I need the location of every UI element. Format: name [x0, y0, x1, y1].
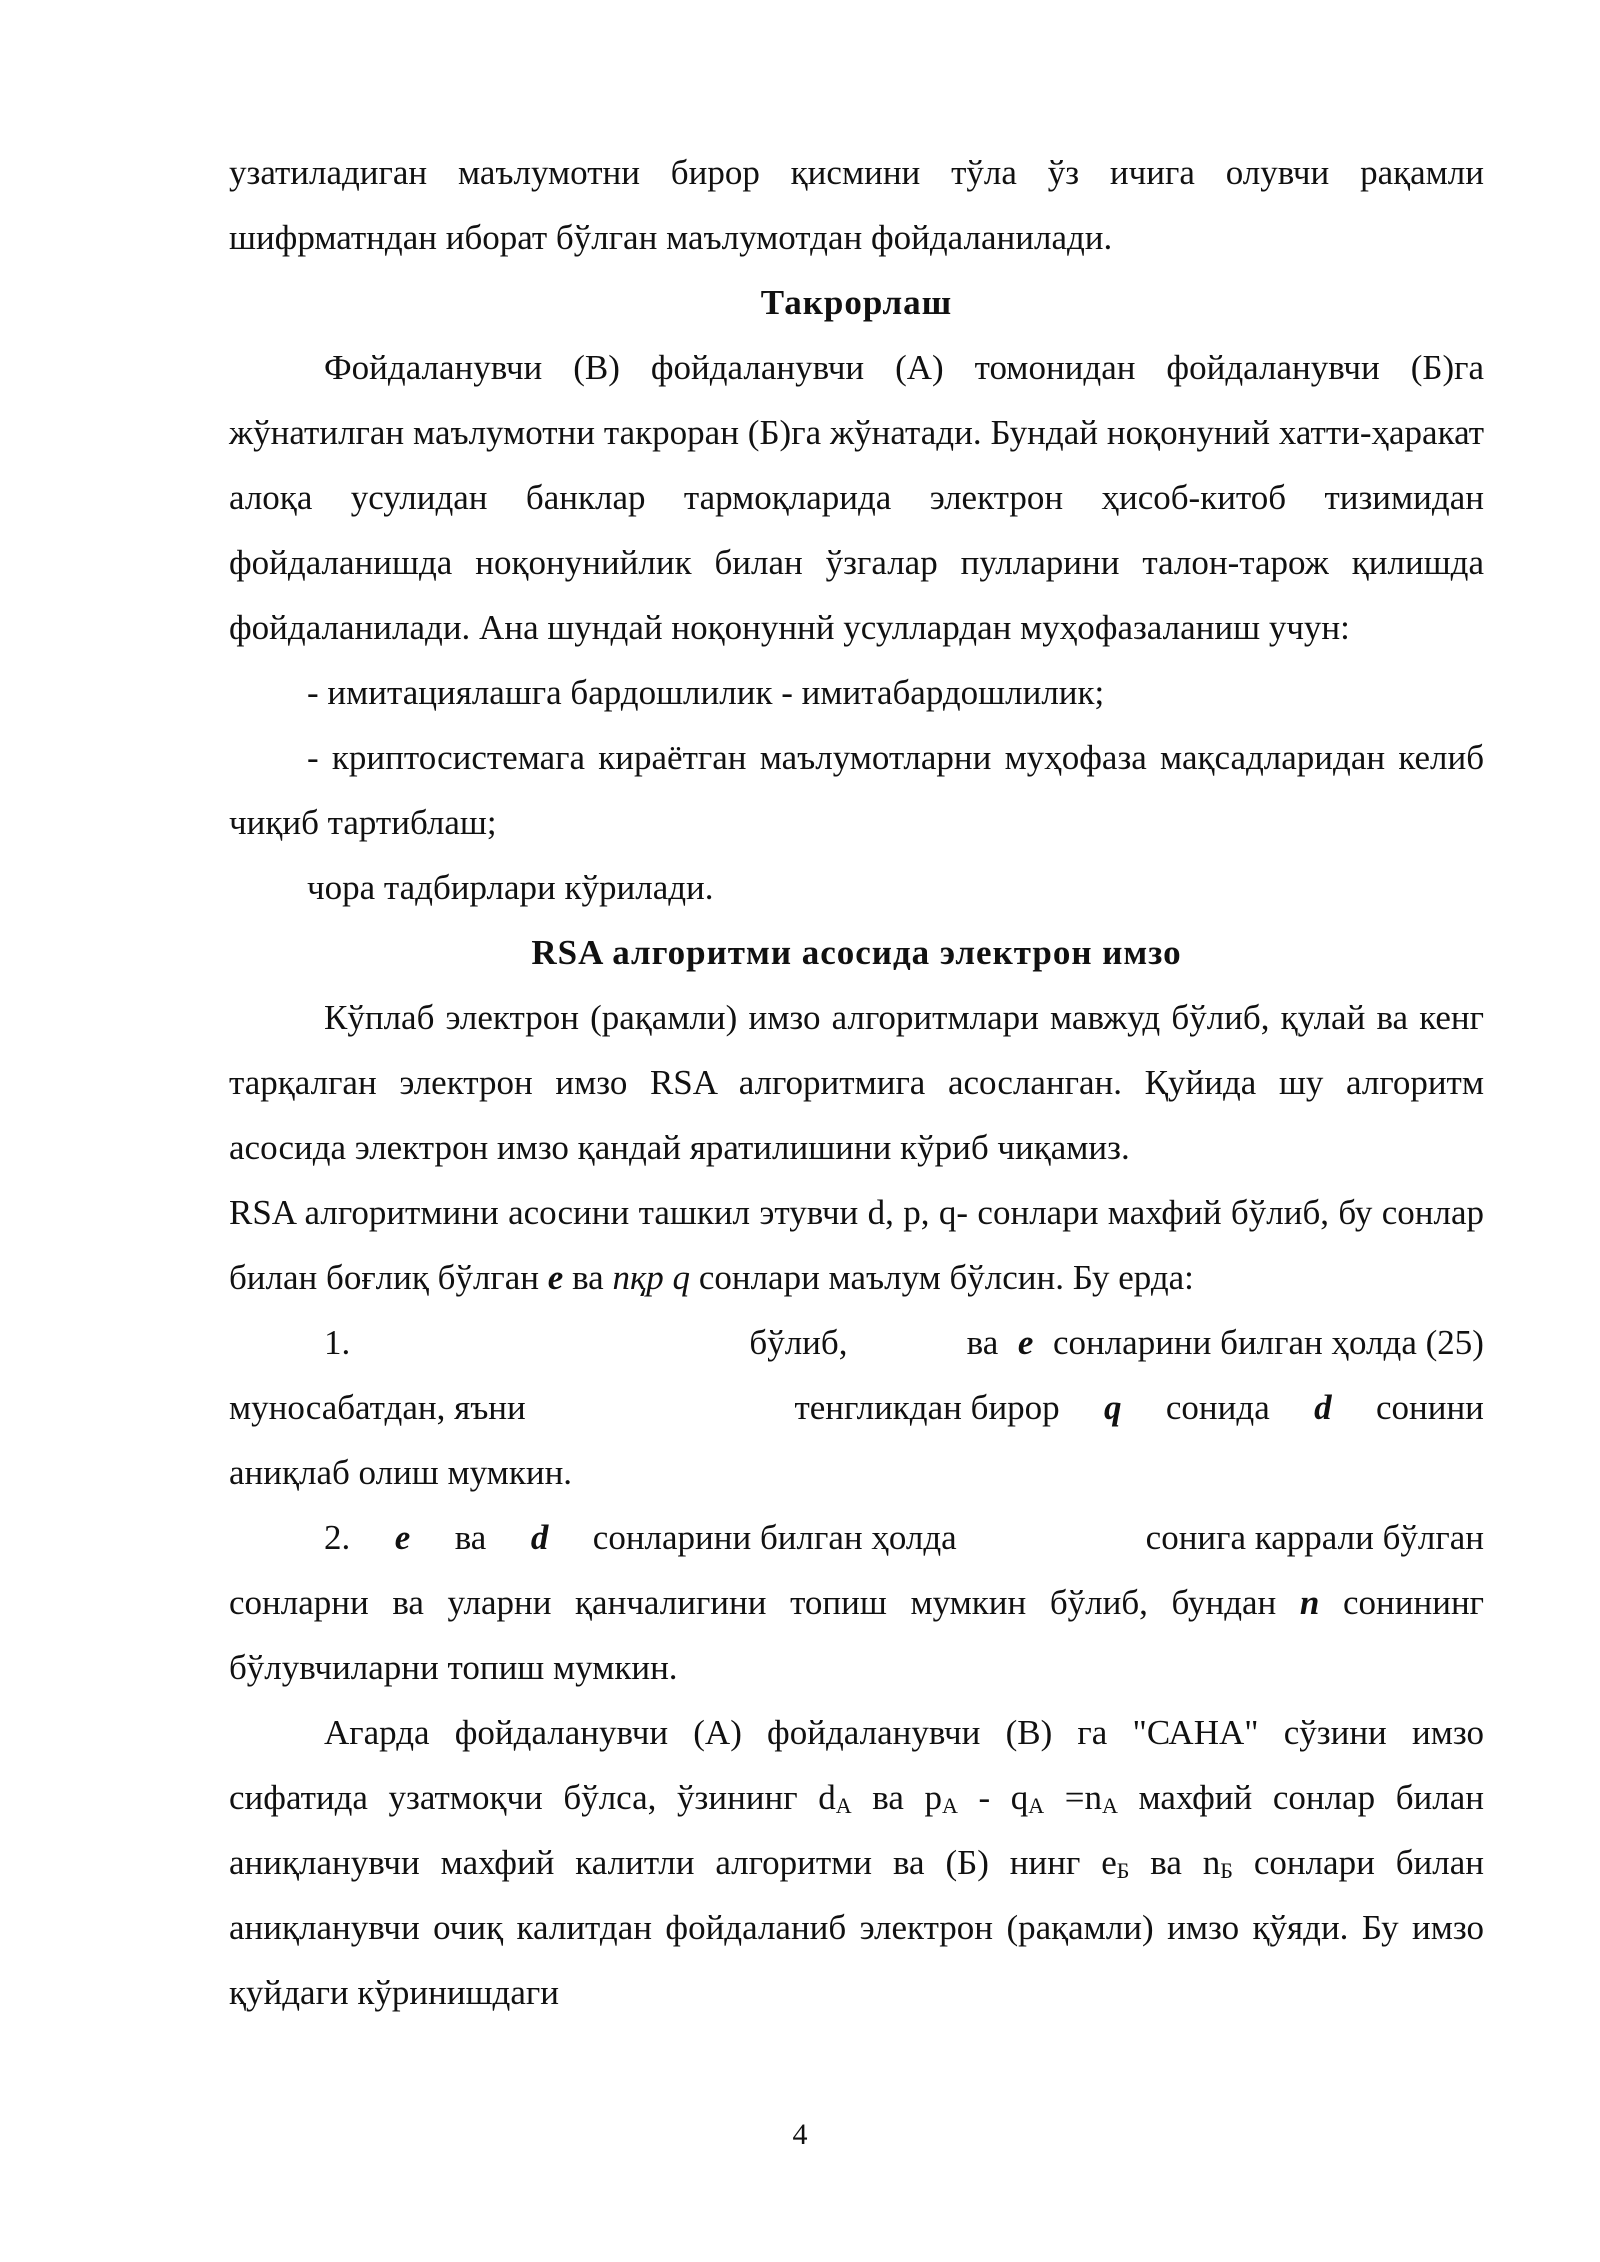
- text-run: сонлари маълум бўлсин. Бу ерда:: [690, 1258, 1194, 1297]
- text-run: сонининг: [1342, 1583, 1485, 1622]
- paragraph-replay-attack: Фойдаланувчи (В) фойдаланувчи (А) томонидан фойдаланувчи (Б)га жўнатилган маълумотни такроран (Б)га жўнатади. Бундай ноқонуний хатти-ҳаракат алоқа усулидан банклар тармоқларида электрон ҳисоб-китоб тизимидан фойдаланишда ноқонунийлик билан ўзгалар пулларини талон-тарож қилишда фойдаланилади. Ана шундай ноқонуннй усуллардан муҳофазаланиш учун:: [229, 348, 1484, 647]
- text-run: ва: [563, 1258, 613, 1297]
- text-run: - q: [957, 1778, 1029, 1817]
- numbered-item-2: [229, 1505, 1484, 1700]
- page-content: [229, 140, 1484, 2025]
- subscript: А: [1101, 1793, 1118, 1818]
- item1-line2: [229, 1375, 1484, 1440]
- text-run: махфий сонлар билан аниқланувчи махфий калитли алгоритми ва (Б) нинг e: [229, 1778, 1484, 1882]
- var-d: d: [1314, 1388, 1332, 1427]
- text-run: сонларни ва уларни қанчалигини топиш мумкин бўлиб, бундан: [229, 1583, 1277, 1622]
- subscript: Б: [1220, 1858, 1233, 1883]
- text-run: сонлари билан аниқланувчи очиқ калитдан фойдаланиб электрон (рақамли) имзо қўяди. Бу имзо қуйдаги кўринишдаги: [229, 1843, 1484, 2012]
- var-pqr: пқр q: [612, 1258, 691, 1297]
- subscript: А: [941, 1793, 958, 1818]
- list-item-measures: чора тадбирлари кўрилади.: [307, 868, 714, 907]
- heading-takrorlash: Такрорлаш: [760, 283, 953, 322]
- text-run: муносабатдан, яъни: [229, 1388, 526, 1427]
- item1-number: 1.: [324, 1323, 351, 1362]
- text-run: сонига каррали бўлган: [1145, 1518, 1484, 1557]
- page-number: 4: [792, 2118, 808, 2151]
- list-item-imitation: - имитациялашга бардошлилик - имитабардошлилик;: [307, 673, 1105, 712]
- paragraph-rsa-secrets: [229, 1180, 1484, 1310]
- text-run: сонини: [1375, 1388, 1484, 1427]
- list-item-ordering: - криптосистемага кираётган маълумотларни муҳофаза мақсадларидан келиб чиқиб тартиблаш;: [229, 738, 1484, 842]
- text-run: Агарда фойдаланувчи (А) фойдаланувчи (В) га "САНА" сўзини имзо сифатида узатмоқчи бўлса, ўзининг d: [229, 1713, 1484, 1817]
- heading-rsa-signature: RSA алгоритми асосида электрон имзо: [531, 933, 1182, 972]
- var-d: d: [530, 1518, 549, 1557]
- var-e: е: [1017, 1323, 1034, 1362]
- text-run: RSA алгоритмини асосини ташкил этувчи d, p, q- сонлари махфий бўлиб, бу сонлар билан боғлиқ бўлган: [229, 1193, 1484, 1297]
- text-run: ва p: [851, 1778, 942, 1817]
- text-run: бўлувчиларни топиш мумкин.: [229, 1648, 678, 1687]
- item2-number: 2.: [324, 1518, 351, 1557]
- numbered-item-1: [229, 1310, 1484, 1505]
- text-run: тенгликдан бирор: [794, 1388, 1060, 1427]
- text-run: ва: [966, 1323, 999, 1362]
- subscript: А: [1028, 1793, 1045, 1818]
- var-n: n: [1299, 1583, 1320, 1622]
- formula-placeholder: [1001, 1505, 1101, 1570]
- text-run: сонларини билган ҳолда (25): [1052, 1323, 1484, 1362]
- item2-line1: [229, 1505, 1484, 1570]
- item1-line3: аниқлаб олиш мумкин.: [229, 1453, 573, 1492]
- formula-placeholder: [570, 1375, 750, 1440]
- text-run: бўлиб,: [749, 1323, 848, 1362]
- paragraph-signature-example: [229, 1700, 1484, 2025]
- formula-placeholder: [867, 1310, 947, 1375]
- paragraph-intro: узатиладиган маълумотни бирор қисмини тўла ўз ичига олувчи рақамли шифрматндан иборат бўлган маълумотдан фойдаланилади.: [229, 153, 1484, 257]
- var-q: q: [1104, 1388, 1122, 1427]
- formula-placeholder: [370, 1310, 730, 1375]
- item1-line1: [229, 1310, 1484, 1375]
- text-run: сонларини билган ҳолда: [592, 1518, 957, 1557]
- subscript: Б: [1116, 1858, 1130, 1883]
- text-run: сонида: [1165, 1388, 1270, 1427]
- var-e: е: [394, 1518, 411, 1557]
- item2-line2: [229, 1570, 1484, 1700]
- subscript: А: [835, 1793, 852, 1818]
- paragraph-rsa-intro: Кўплаб электрон (рақамли) имзо алгоритмлари мавжуд бўлиб, қулай ва кенг тарқалган электрон имзо RSA алгоритмига асосланган. Қуйида шу алгоритм асосида электрон имзо қандай яратилишини кўриб чиқамиз.: [229, 998, 1484, 1167]
- text-run: ва n: [1129, 1843, 1221, 1882]
- text-run: =n: [1044, 1778, 1102, 1817]
- text-run: ва: [454, 1518, 487, 1557]
- var-e: е: [547, 1258, 564, 1297]
